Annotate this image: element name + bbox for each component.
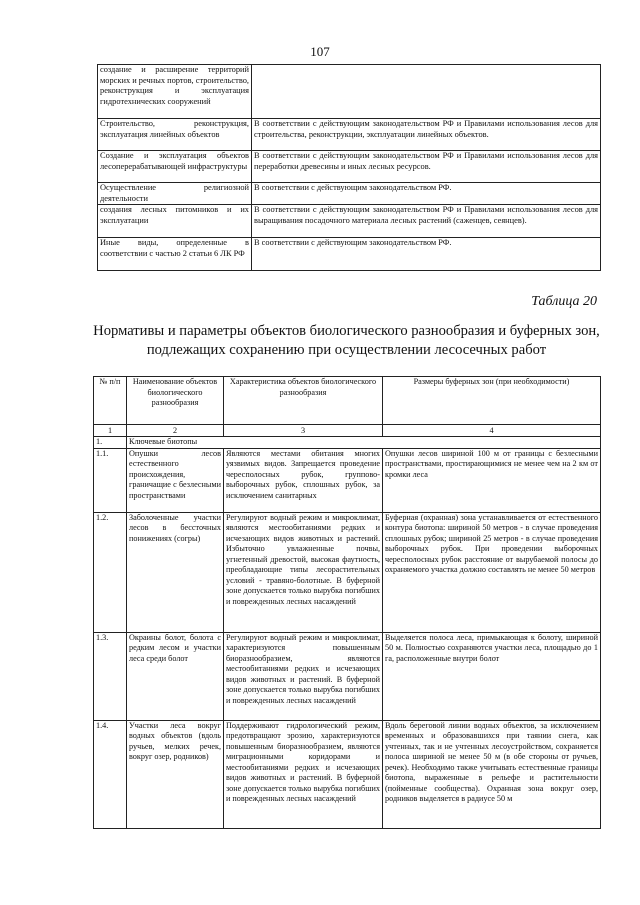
table-row: [94, 512, 601, 632]
table-row: [98, 151, 601, 183]
row-number: 1.4.: [94, 720, 127, 828]
column-number-row: [94, 425, 601, 437]
table-row: [98, 119, 601, 151]
object-name-cell: Опушки лесов естественного происхождения, граничащие с безлесными пространствами: [127, 448, 224, 512]
activity-cell: Строительство, реконструкция, эксплуатация линейных объектов: [98, 119, 252, 151]
table-row: [94, 437, 601, 449]
table-caption: Таблица 20: [531, 294, 597, 309]
characteristics-cell: Являются местами обитания многих уязвимых видов. Запрещается проведение чересполосных рубок, группово-выборочных рубок, сплошных рубок, за исключением санитарных: [224, 448, 383, 512]
land-use-table: [97, 64, 601, 271]
rule-cell: В соответствии с действующим законодательством РФ и Правилами использования лесов для выращивания посадочного материала лесных растений (саженцев, сеянцев).: [252, 205, 601, 238]
rule-cell: В соответствии с действующим законодательством РФ и Правилами использования лесов для строительства, реконструкции, эксплуатации линейных объектов.: [252, 119, 601, 151]
activity-cell: Иные виды, определенные в соответствии с частью 2 статьи 6 ЛК РФ: [98, 238, 252, 271]
column-number: 1: [94, 425, 127, 437]
biodiversity-table: [93, 376, 601, 829]
rule-cell: [252, 65, 601, 119]
table-row: [94, 448, 601, 512]
row-number: 1.: [94, 437, 127, 449]
column-number: 3: [224, 425, 383, 437]
table-row: [98, 205, 601, 238]
buffer-zone-cell: Вдоль береговой линии водных объектов, за исключением временных и образовавшихся при таянии снега, как учтенных, так и не учтенных лесоустройством, сохраняется полоса шириной не менее 50 м (в обе стороны от ручьев, речек). Необходимо также учитывать естественные границы биотопа, выраженные в рельефе и растительности (пойменные сообщества). Охранная зона вокруг озер, родников выделяется в радиусе 50 м: [383, 720, 601, 828]
header-buffer-zone: Размеры буферных зон (при необходимости): [383, 377, 601, 425]
activity-cell: создание и расширение территорий морских и речных портов, строительство, реконструкция и эксплуатация гидротехнических сооружений: [98, 65, 252, 119]
buffer-zone-cell: Буферная (охранная) зона устанавливается от естественного контура биотопа: шириной 50 метров - в случае проведения сплошных рубок; шириной 25 метров - в случае проведения выборочных рубок. При проведении выборочных чересполосных рубок расстояние от вырубаемой полосы до охраняемого участка должно составлять не менее 50 метров: [383, 512, 601, 632]
page-number: 107: [310, 44, 330, 59]
characteristics-cell: Регулируют водный режим и микроклимат, являются местообитаниями редких и исчезающих видов животных и растений. Избыточно увлажненные почвы, угнетенный древостой, высокая фаутность, преобладающие типы лесорастительных условий - травяно-болотные. В буферной зоне допускается только вырубка погибших и поврежденных лесных насаждений: [224, 512, 383, 632]
buffer-zone-cell: Опушки лесов шириной 100 м от границы с безлесными пространствами, простирающимися не менее чем на 2 км от кромки леса: [383, 448, 601, 512]
section-title: Нормативы и параметры объектов биологического разнообразия и буферных зон, подлежащих сохранению при осуществлении лесосечных работ: [93, 323, 600, 358]
row-number: 1.1.: [94, 448, 127, 512]
header-characteristics: Характеристика объектов биологического разнообразия: [224, 377, 383, 425]
activity-cell: создания лесных питомников и их эксплуатации: [98, 205, 252, 238]
table-header-row: [94, 377, 601, 425]
row-number: 1.2.: [94, 512, 127, 632]
table-row: [98, 65, 601, 119]
object-name-cell: Заболоченные участки лесов в бессточных понижениях (согры): [127, 512, 224, 632]
column-number: 2: [127, 425, 224, 437]
characteristics-cell: Регулируют водный режим и микроклимат, характеризуются повышенным биоразнообразием, являются местообитаниями редких и исчезающих видов животных и растений. В буферной зоне допускается только вырубка погибших и поврежденных лесных насаждений: [224, 632, 383, 720]
buffer-zone-cell: Выделяется полоса леса, примыкающая к болоту, шириной 50 м. Полностью сохраняются участки леса, площадью до 1 га, расположенные внутри болот: [383, 632, 601, 720]
row-number: 1.3.: [94, 632, 127, 720]
table-row: [98, 183, 601, 205]
activity-cell: Создание и эксплуатация объектов лесоперерабатывающей инфраструктуры: [98, 151, 252, 183]
header-number: № п/п: [94, 377, 127, 425]
table-row: [94, 720, 601, 828]
object-name-cell: Окраины болот, болота с редким лесом и участки леса среди болот: [127, 632, 224, 720]
characteristics-cell: Поддерживают гидрологический режим, предотвращают эрозию, характеризуются повышенным биоразнообразием, являются миграционными коридорами и местообитаниями редких и исчезающих видов животных и растений. В буферной зоне допускается только вырубка погибших и поврежденных лесных насаждений: [224, 720, 383, 828]
rule-cell: В соответствии с действующим законодательством РФ.: [252, 238, 601, 271]
table-row: [94, 632, 601, 720]
table-row: [98, 238, 601, 271]
rule-cell: В соответствии с действующим законодательством РФ.: [252, 183, 601, 205]
header-object-name: Наименование объектов биологического разнообразия: [127, 377, 224, 425]
column-number: 4: [383, 425, 601, 437]
object-name-cell: Участки леса вокруг водных объектов (вдоль ручьев, мелких речек, вокруг озер, родников): [127, 720, 224, 828]
activity-cell: Осуществление религиозной деятельности: [98, 183, 252, 205]
section-heading: Ключевые биотопы: [127, 437, 601, 449]
rule-cell: В соответствии с действующим законодательством РФ и Правилами использования лесов для переработки древесины и иных лесных ресурсов.: [252, 151, 601, 183]
